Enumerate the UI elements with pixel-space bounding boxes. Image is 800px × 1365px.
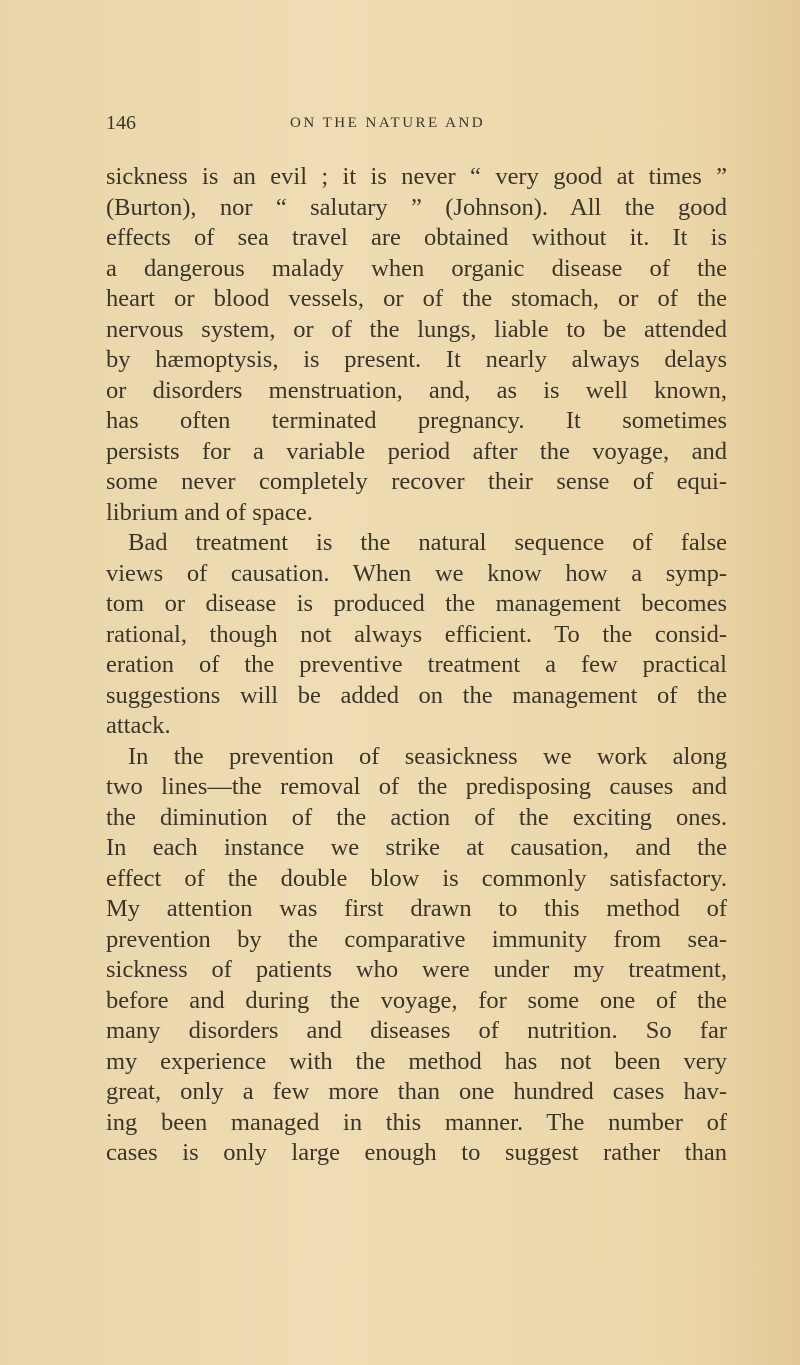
text-line: my experience with the method has not been very <box>106 1047 727 1075</box>
text-line: or disorders menstruation, and, as is well known, <box>106 376 727 404</box>
text-line: eration of the preventive treatment a few practical <box>106 651 727 678</box>
text-line: sickness of patients who were under my treatment, <box>106 956 727 983</box>
text-line: views of causation. When we know how a symp- <box>106 559 727 587</box>
text-line: librium and of space. <box>106 498 313 526</box>
running-head: ON THE NATURE AND <box>290 115 486 131</box>
text-line: before and during the voyage, for some one of the <box>106 986 727 1014</box>
text-line: heart or blood vessels, or of the stomach, or of the <box>106 285 727 312</box>
text-line: some never completely recover their sense of equi- <box>106 468 727 495</box>
text-line: persists for a variable period after the voyage, and <box>106 437 727 465</box>
text-line: nervous system, or of the lungs, liable to be attended <box>106 315 727 343</box>
text-line: many disorders and diseases of nutrition. So far <box>106 1017 727 1044</box>
text-line: effect of the double blow is commonly satisfactory. <box>106 864 727 892</box>
page-number: 146 <box>106 112 136 134</box>
running-header <box>106 112 727 140</box>
text-line: prevention by the comparative immunity from sea- <box>106 925 727 953</box>
text-line: Bad treatment is the natural sequence of false <box>128 529 727 556</box>
text-line: attack. <box>106 712 171 739</box>
text-line: suggestions will be added on the management of the <box>106 681 727 709</box>
text-line: tom or disease is produced the management becomes <box>106 590 727 617</box>
text-line: In the prevention of seasickness we work along <box>128 742 727 770</box>
text-line: (Burton), nor “ salutary ” (Johnson). All the good <box>106 193 727 221</box>
text-line: sickness is an evil ; it is never “ very good at times ” <box>106 163 727 190</box>
text-line: the diminution of the action of the exciting ones. <box>106 803 727 831</box>
text-line: a dangerous malady when organic disease of the <box>106 254 727 282</box>
text-line: cases is only large enough to suggest rather than <box>106 1139 727 1166</box>
text-line: has often terminated pregnancy. It sometimes <box>106 407 727 434</box>
text-line: effects of sea travel are obtained without it. It is <box>106 224 727 251</box>
text-line: rational, though not always efficient. To the consid- <box>106 620 727 648</box>
text-line: two lines—the removal of the predisposing causes and <box>106 773 727 800</box>
text-line: My attention was first drawn to this method of <box>106 895 727 922</box>
text-line: great, only a few more than one hundred cases hav- <box>106 1078 727 1105</box>
page-body <box>106 162 727 1169</box>
text-line: ing been managed in this manner. The number of <box>106 1108 727 1136</box>
text-line: In each instance we strike at causation, and the <box>106 834 727 861</box>
text-line: by hæmoptysis, is present. It nearly always delays <box>106 346 727 373</box>
